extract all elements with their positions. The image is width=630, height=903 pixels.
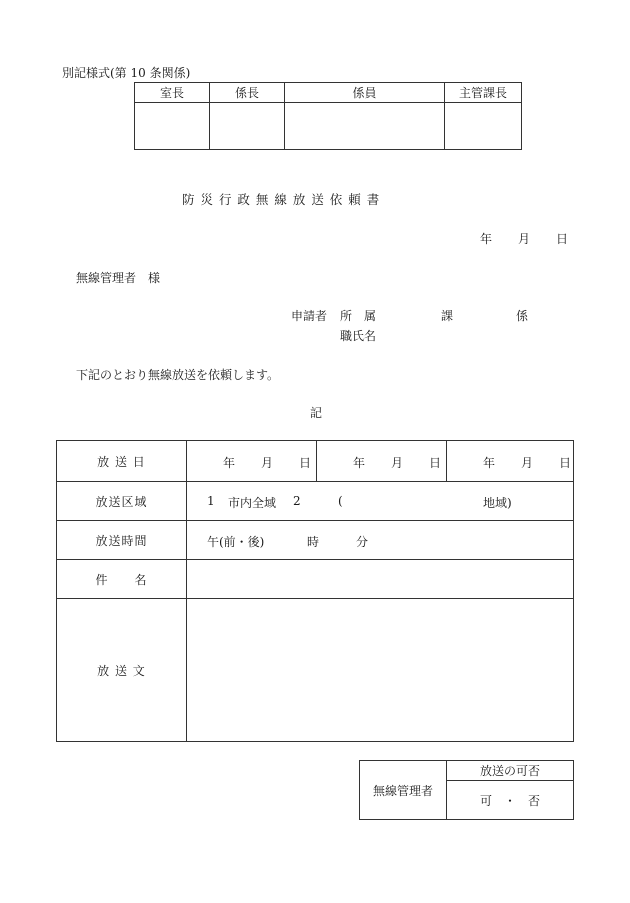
permission-header: 放送の可否 xyxy=(447,761,574,781)
broadcast-text-cell[interactable] xyxy=(187,599,574,742)
subject-value-cell[interactable] xyxy=(187,560,574,599)
broadcast-date-label: 放 送 日 xyxy=(57,441,187,482)
date2-year: 年 xyxy=(353,456,366,470)
time-label: 放送時間 xyxy=(57,521,187,560)
area-option1-number: 1 xyxy=(207,494,215,508)
date-day-unit: 日 xyxy=(556,232,569,246)
area-paren-open: ( xyxy=(338,494,343,508)
approval-stamp-kakariin[interactable] xyxy=(285,103,445,150)
date3-day: 日 xyxy=(559,456,572,470)
date-year-unit: 年 xyxy=(480,232,493,246)
time-ampm: 午(前・後) xyxy=(207,535,265,549)
applicant-affiliation: 所 属 xyxy=(340,309,377,323)
approval-table xyxy=(134,82,522,150)
broadcast-date-2[interactable] xyxy=(317,441,447,482)
approval-header-shukankacho: 主管課長 xyxy=(445,83,522,103)
date1-day: 日 xyxy=(299,456,312,470)
applicant-label: 申請者 xyxy=(291,309,328,323)
date-month-unit: 月 xyxy=(518,232,531,246)
date1-month: 月 xyxy=(261,456,274,470)
time-hour-unit: 時 xyxy=(307,535,320,549)
date3-month: 月 xyxy=(521,456,534,470)
approval-header-kakariin: 係員 xyxy=(285,83,445,103)
approval-header-kakaricho: 係長 xyxy=(210,83,285,103)
applicant-position-name: 職氏名 xyxy=(340,329,377,343)
broadcast-date-3[interactable] xyxy=(447,441,574,482)
subject-label: 件 名 xyxy=(57,560,187,599)
applicant-subsection: 係 xyxy=(516,309,529,323)
date2-day: 日 xyxy=(429,456,442,470)
date3-year: 年 xyxy=(483,456,496,470)
document-title: 防 災 行 政 無 線 放 送 依 頼 書 xyxy=(182,192,381,207)
permission-manager-label: 無線管理者 xyxy=(360,761,447,820)
area-region-text: 地域) xyxy=(483,496,512,510)
form-label: 別記様式(第 10 条関係) xyxy=(62,66,191,80)
ki-heading: 記 xyxy=(310,406,323,420)
area-value-cell[interactable] xyxy=(187,482,574,521)
area-option2-number: 2 xyxy=(293,494,301,508)
approval-header-shitsucho: 室長 xyxy=(135,83,210,103)
approval-stamp-kakaricho[interactable] xyxy=(210,103,285,150)
permission-table xyxy=(359,760,574,820)
date1-year: 年 xyxy=(223,456,236,470)
request-text: 下記のとおり無線放送を依頼します。 xyxy=(76,368,280,382)
area-option1-text: 市内全域 xyxy=(228,496,277,510)
applicant-section: 課 xyxy=(441,309,454,323)
addressee: 無線管理者 様 xyxy=(76,271,161,285)
permission-options[interactable]: 可 ・ 否 xyxy=(447,781,574,820)
time-value-cell[interactable] xyxy=(187,521,574,560)
date2-month: 月 xyxy=(391,456,404,470)
broadcast-request-table xyxy=(56,440,574,742)
area-label: 放送区域 xyxy=(57,482,187,521)
broadcast-date-1[interactable] xyxy=(187,441,317,482)
approval-stamp-shitsucho[interactable] xyxy=(135,103,210,150)
time-minute-unit: 分 xyxy=(356,535,369,549)
broadcast-text-label: 放 送 文 xyxy=(57,599,187,742)
approval-stamp-shukankacho[interactable] xyxy=(445,103,522,150)
